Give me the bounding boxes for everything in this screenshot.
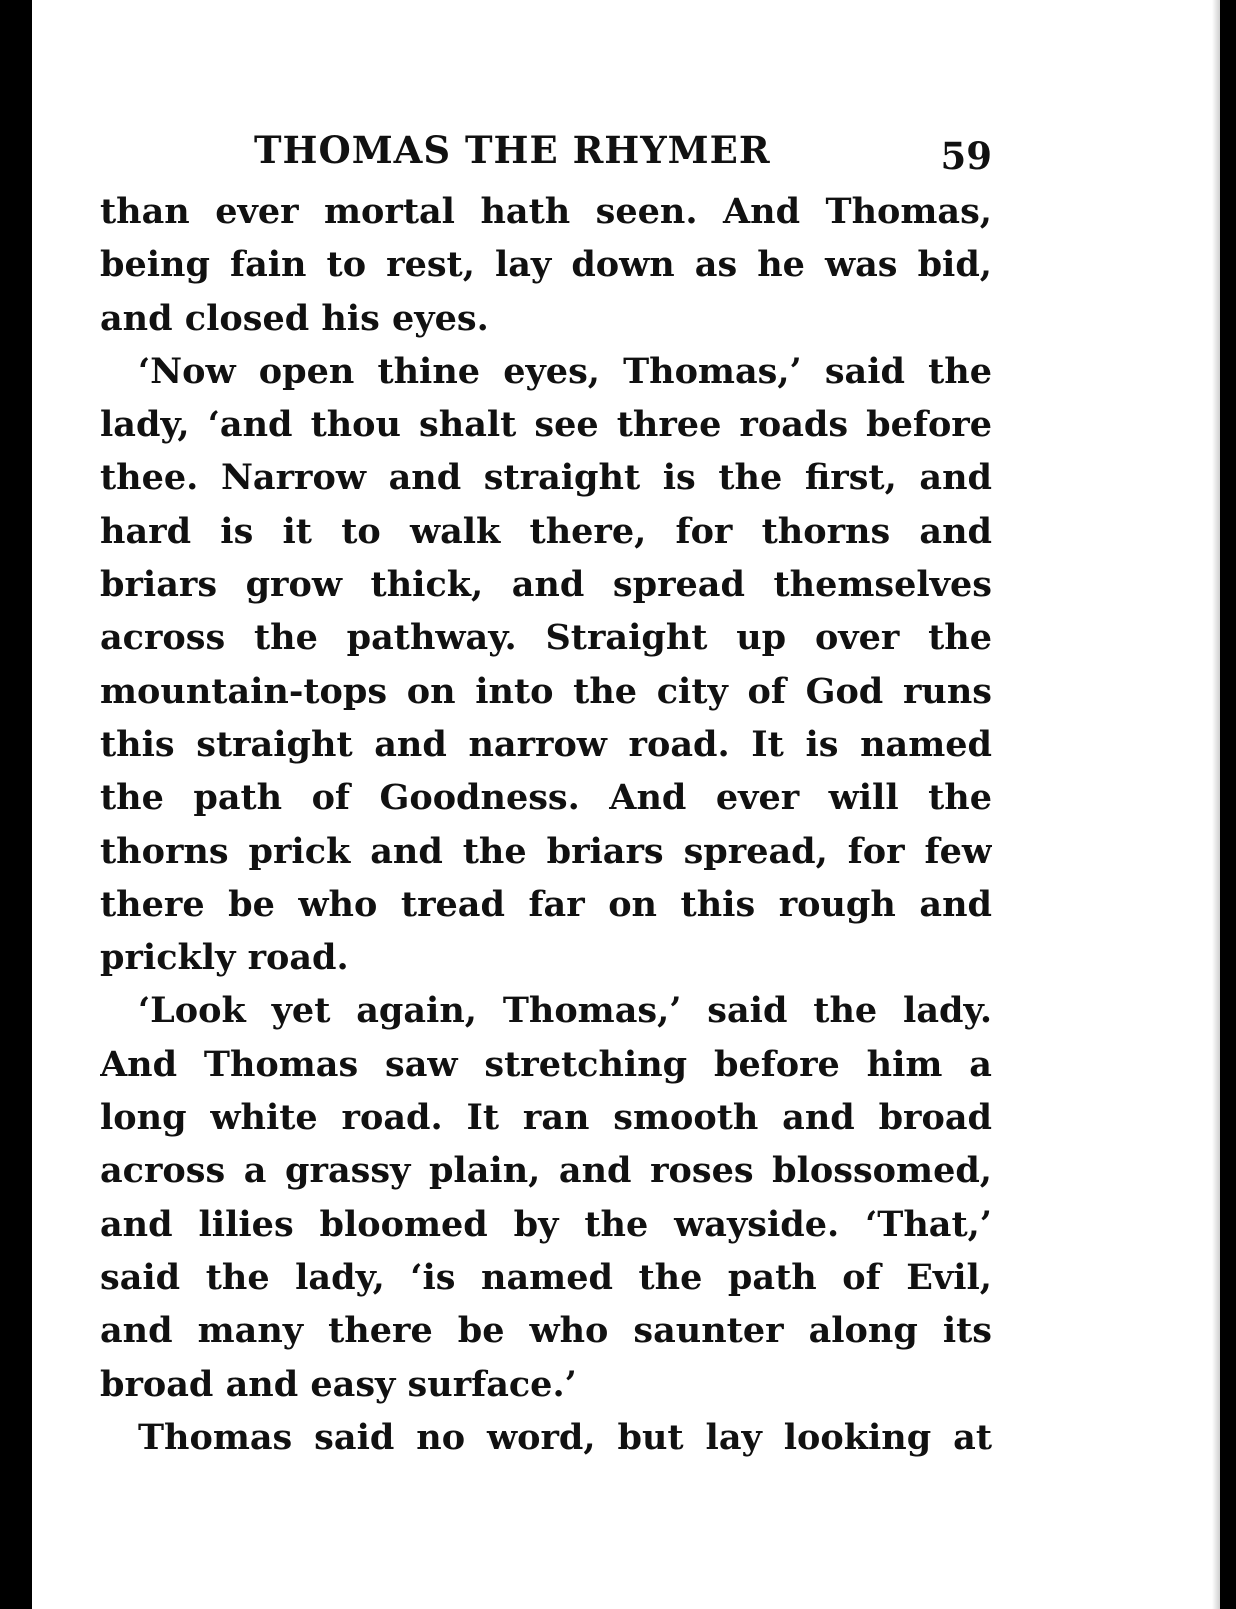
text-line: there be who tread far on this rough and (100, 883, 992, 925)
text-line: lady, ‘and thou shalt see three roads before (100, 404, 992, 446)
scan-left-border (0, 0, 32, 1609)
text-line: hard is it to walk there, for thorns and (100, 510, 992, 552)
body-text (100, 185, 992, 1464)
text-line: across the pathway. Straight up over the (100, 617, 992, 659)
scan-right-shadow (1212, 0, 1220, 1609)
text-line: than ever mortal hath seen. And Thomas, (100, 191, 992, 232)
running-title: THOMAS THE RHYMER (254, 128, 771, 172)
scan-right-border (1220, 0, 1236, 1609)
text-line: prickly road. (100, 937, 349, 979)
text-line: Thomas said no word, but lay looking at (138, 1416, 992, 1458)
text-line: across a grassy plain, and roses blossomed, (100, 1150, 992, 1192)
text-line: ‘Now open thine eyes, Thomas,’ said the (138, 350, 992, 392)
text-line: thorns prick and the briars spread, for few (100, 830, 992, 872)
text-line: this straight and narrow road. It is named (100, 723, 992, 765)
text-line: and lilies bloomed by the wayside. ‘That,’ (100, 1203, 992, 1245)
text-line: And Thomas saw stretching before him a (100, 1043, 992, 1085)
text-line: the path of Goodness. And ever will the (100, 777, 992, 819)
text-line: mountain-tops on into the city of God runs (100, 670, 992, 712)
text-line: briars grow thick, and spread themselves (100, 564, 992, 606)
text-line: thee. Narrow and straight is the first, and (100, 457, 992, 499)
text-line: being fain to rest, lay down as he was bid, (100, 244, 992, 286)
page-header (100, 120, 992, 180)
page-number: 59 (940, 134, 992, 178)
text-line: ‘Look yet again, Thomas,’ said the lady. (138, 990, 992, 1032)
text-line: broad and easy surface.’ (100, 1363, 577, 1405)
text-line: and closed his eyes. (100, 297, 489, 339)
text-line: long white road. It ran smooth and broad (100, 1097, 992, 1139)
text-line: and many there be who saunter along its (100, 1310, 992, 1352)
text-line: said the lady, ‘is named the path of Evil, (100, 1256, 992, 1298)
